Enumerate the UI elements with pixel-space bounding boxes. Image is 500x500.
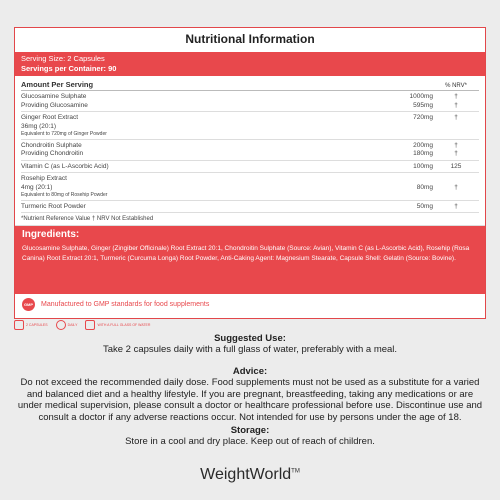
sun-icon [56, 320, 66, 330]
nrv-footnote: *Nutrient Reference Value † NRV Not Established [15, 213, 485, 226]
row-nrv: † [454, 101, 458, 109]
table-row [21, 161, 479, 174]
daily-pill [56, 315, 78, 335]
ingredients-title: Ingredients: [22, 229, 80, 240]
amount-header [21, 76, 479, 91]
advice-line: consult a doctor if any adverse reactions occur. Not intended for use by persons under the age of 18. [38, 411, 462, 423]
table-row [21, 173, 479, 201]
gmp-statement [15, 294, 485, 314]
row-amount: 1000mg [409, 93, 433, 100]
row-name: Providing Glucosamine [21, 101, 88, 109]
suggested-use-title: Suggested Use: [214, 333, 286, 344]
row-nrv: † [454, 202, 458, 210]
row-name: 4mg (20:1) [21, 183, 53, 191]
row-amount: 595mg [413, 101, 433, 109]
row-equivalent: Equivalent to 720mg of Ginger Powder [21, 131, 107, 137]
row-name: Turmeric Root Powder [21, 202, 86, 210]
gmp-text: Manufactured to GMP standards for food supplements [41, 300, 210, 308]
gmp-badge-icon: GMP [22, 298, 35, 311]
daily-label: DAILY [67, 323, 78, 327]
advice-section [0, 366, 500, 423]
row-name: Rosehip Extract [21, 175, 67, 182]
row-amount: 80mg [416, 183, 433, 191]
row-nrv: † [454, 141, 458, 149]
row-amount: 200mg [413, 141, 433, 149]
ingredients-section [15, 226, 485, 294]
table-row [21, 140, 479, 161]
capsules-label: 2 CAPSULES [26, 323, 48, 327]
row-nrv: 125 [450, 162, 462, 170]
row-amount: 100mg [413, 162, 433, 170]
storage-title: Storage: [230, 425, 270, 436]
table-row [21, 201, 479, 214]
row-amount: 720mg [413, 114, 433, 121]
storage-text: Store in a cool and dry place. Keep out of reach of children. [125, 436, 375, 447]
serving-bar [15, 52, 485, 76]
row-nrv: † [454, 150, 458, 157]
row-nrv: † [454, 183, 458, 191]
nrv-header: % NRV* [445, 83, 467, 89]
water-label: WITH A FULL GLASS OF WATER [97, 323, 151, 327]
row-name: Vitamin C (as L-Ascorbic Acid) [21, 162, 109, 170]
row-amount: 50mg [416, 202, 433, 210]
usage-icons [14, 315, 174, 335]
nutrition-panel [14, 27, 486, 319]
advice-title: Advice: [232, 366, 268, 377]
table-row [21, 91, 479, 112]
logo-text: WeightWorld [200, 466, 292, 483]
nutrition-table [15, 76, 485, 213]
ingredients-text: Glucosamine Sulphate, Ginger (Zingiber Officinale) Root Extract 20:1, Chondroitin Sulphate (Source: Avian), Vitamin C (as L-Ascorbic Acid), Rosehip (Rosa Canina) Root Extract 20:1, Turmeric (Curcuma Longa) Root Powder, Anti-Caking Agent: Magnesium Stearate, Capsule Shell: Gelatin (Source: Bovine). [22, 245, 470, 262]
logo-tm: TM [291, 468, 300, 475]
capsules-pill [14, 315, 48, 335]
row-name: Chondroitin Sulphate [21, 141, 82, 149]
water-pill [85, 315, 150, 335]
row-nrv: † [454, 114, 458, 121]
row-name: Providing Chondroitin [21, 150, 84, 157]
table-row [21, 112, 479, 140]
advice-line: Do not exceed the recommended daily dose. Food supplements must not be used as a substitute for a varied [20, 377, 480, 388]
weightworld-logo [0, 466, 500, 484]
row-equivalent: Equivalent to 80mg of Rosehip Powder [21, 192, 108, 198]
advice-line: and balanced diet and a healthy lifestyle. If you are pregnant, breastfeeding, taking any medications or are [26, 388, 474, 400]
capsule-icon [14, 320, 24, 330]
row-amount: 180mg [413, 150, 433, 157]
row-nrv: † [454, 93, 458, 100]
storage-section [0, 425, 500, 448]
servings-per-container: Servings per Container: 90 [21, 64, 117, 73]
panel-title: Nutritional Information [185, 32, 315, 46]
row-name: Ginger Root Extract [21, 114, 79, 121]
serving-size: Serving Size: 2 Capsules [21, 54, 105, 63]
suggested-use-section [0, 333, 500, 356]
row-name: 36mg (20:1) [21, 122, 57, 130]
suggested-use-text: Take 2 capsules daily with a full glass of water, preferably with a meal. [102, 344, 398, 355]
advice-line: under medical supervision, please consult a doctor or healthcare professional before use. Discontinue use and [17, 400, 483, 411]
amount-per-serving-label: Amount Per Serving [21, 80, 94, 89]
glass-icon [85, 320, 95, 330]
row-name: Glucosamine Sulphate [21, 93, 87, 100]
